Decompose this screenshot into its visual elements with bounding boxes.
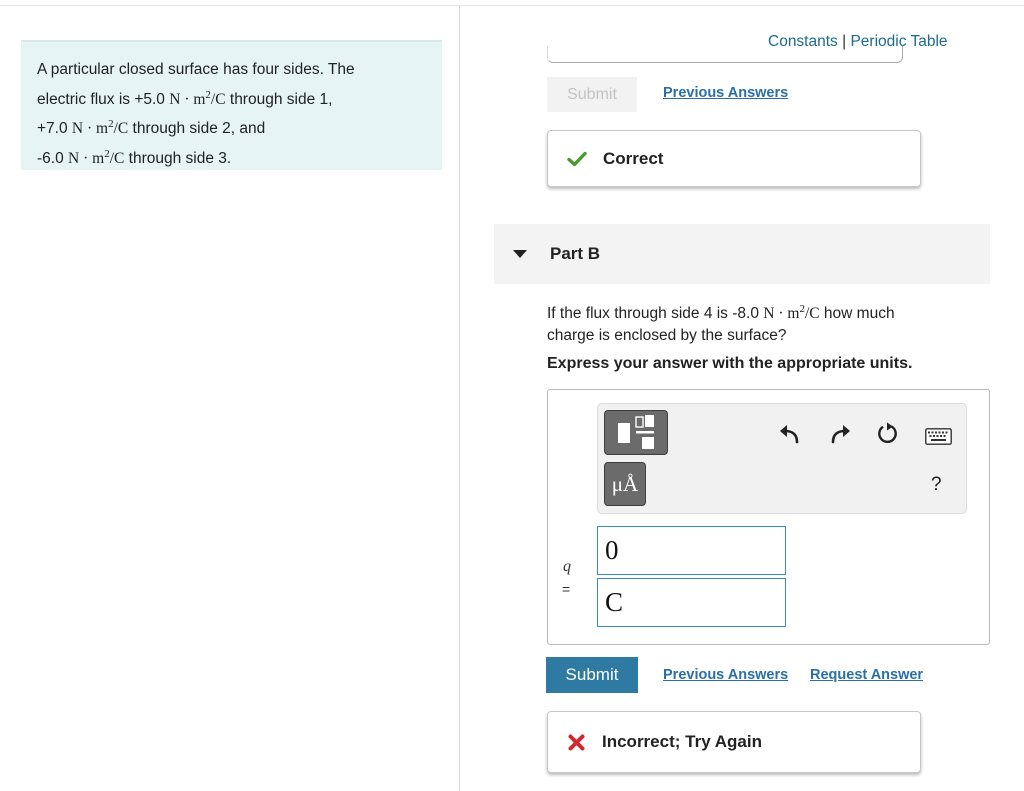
part-b-feedback-box (547, 711, 921, 773)
intro-line-3-text: +7.0 (37, 120, 72, 138)
unit-m: m (787, 305, 800, 323)
question-text: If the flux through side 4 is -8.0 (547, 305, 764, 323)
part-b-title: Part B (550, 244, 601, 263)
help-button[interactable]: ? (931, 474, 942, 495)
part-a-submit-button[interactable]: Submit (547, 77, 637, 112)
intro-line-2-tail: through side 1, (225, 90, 333, 108)
unit-n: N (763, 305, 775, 323)
reset-icon[interactable] (876, 421, 900, 447)
intro-line-1: A particular closed surface has four sides. The (37, 61, 355, 78)
unit-per-c: /C (210, 90, 226, 108)
unit-n: N (71, 120, 84, 138)
column-divider (459, 6, 460, 791)
variable-label: q (563, 558, 571, 575)
top-divider (0, 5, 1024, 6)
unit-dot: · (83, 149, 89, 167)
unit-n: N (169, 90, 181, 108)
intro-line-2 (37, 83, 432, 113)
part-a-collapsed-panel-edge (547, 46, 903, 63)
equals-sign: = (562, 581, 571, 597)
constants-link[interactable]: Constants (768, 33, 838, 50)
unit-m: m (96, 120, 109, 138)
intro-line-2-text: electric flux is +5.0 (37, 90, 170, 108)
flux-unit (763, 305, 819, 322)
unit-dot: · (86, 120, 93, 138)
intro-line-4-text: -6.0 (37, 149, 69, 167)
part-b-submit-button[interactable]: Submit (546, 657, 638, 693)
unit-exponent: 2 (104, 147, 110, 160)
keyboard-icon[interactable] (925, 428, 952, 445)
unit-dot: · (184, 90, 190, 108)
flux-unit (68, 147, 125, 167)
answer-instruction: Express your answer with the appropriate units. (547, 355, 913, 372)
unit-input[interactable]: C (597, 578, 786, 627)
unit-per-c: /C (113, 120, 129, 138)
part-b-previous-answers-link[interactable]: Previous Answers (663, 667, 789, 683)
intro-line-3 (37, 112, 432, 142)
intro-line-4 (37, 142, 432, 172)
unit-exponent: 2 (108, 118, 114, 131)
intro-line-4-tail: through side 3. (124, 149, 232, 167)
unit-exponent: 2 (799, 303, 805, 315)
part-a-previous-answers-link[interactable]: Previous Answers (663, 85, 789, 101)
question-tail: how much (819, 305, 895, 323)
unit-per-c: /C (804, 305, 820, 323)
redo-icon[interactable] (828, 423, 852, 445)
fraction-template-icon (605, 411, 667, 454)
unit-exponent: 2 (205, 88, 211, 101)
question-line-1 (547, 298, 967, 325)
request-answer-link[interactable]: Request Answer (810, 667, 924, 683)
unit-m: m (92, 149, 105, 167)
flux-unit (72, 120, 128, 137)
value-input[interactable]: 0 (597, 526, 786, 575)
part-a-feedback-box (547, 130, 921, 187)
unit-per-c: /C (109, 149, 125, 167)
undo-icon[interactable] (778, 423, 802, 445)
part-b-feedback-text: Incorrect; Try Again (602, 732, 762, 751)
flux-unit (169, 88, 226, 108)
check-icon (567, 151, 587, 167)
fraction-template-button[interactable] (604, 410, 668, 455)
collapse-triangle-icon[interactable] (513, 250, 527, 258)
units-button[interactable] (604, 462, 646, 506)
close-x-icon (568, 734, 585, 751)
problem-intro-text (37, 58, 432, 171)
part-a-feedback-text: Correct (603, 148, 664, 168)
question-line-2: charge is enclosed by the surface? (547, 327, 787, 345)
intro-line-3-tail: through side 2, and (128, 120, 266, 138)
part-b-question (547, 298, 967, 347)
unit-dot: · (778, 305, 784, 323)
link-separator: | (842, 33, 847, 50)
units-button-label: μÅ (611, 471, 639, 496)
unit-n: N (68, 149, 80, 167)
unit-m: m (193, 90, 206, 108)
periodic-table-link[interactable]: Periodic Table (850, 33, 948, 50)
